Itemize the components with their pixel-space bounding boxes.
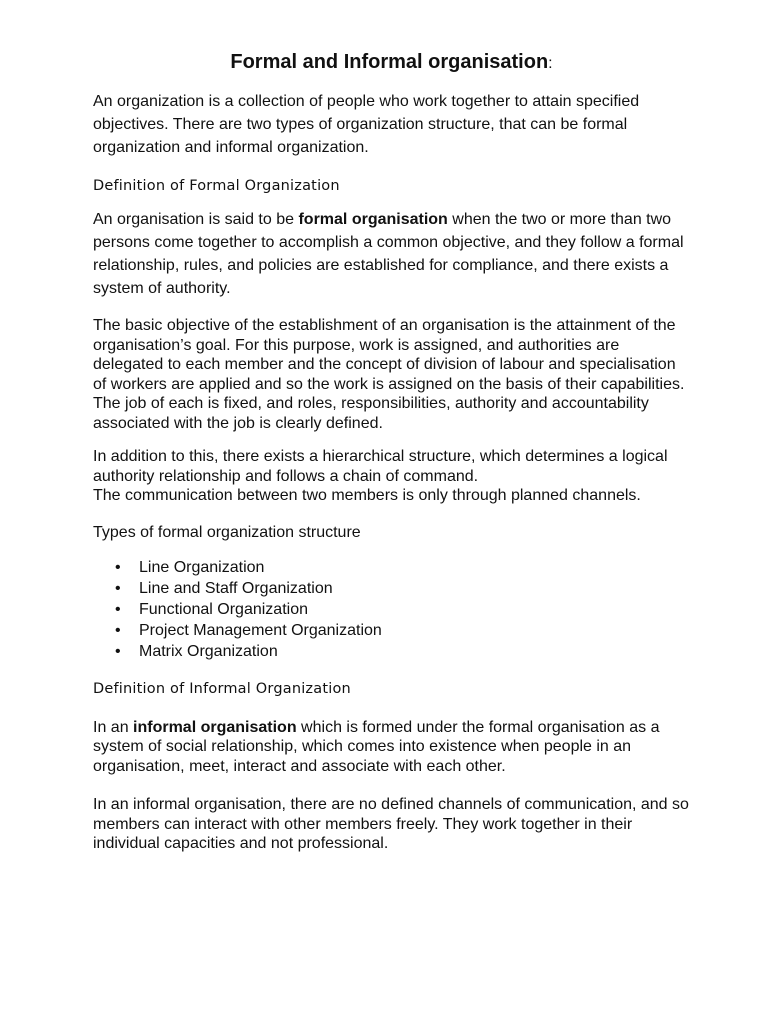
bullet-icon: • — [115, 621, 121, 639]
list-item-label: Project Management Organization — [139, 621, 382, 639]
list-item — [115, 599, 690, 620]
formal-types-list — [93, 557, 690, 662]
formal-definition-paragraph — [93, 208, 690, 300]
formal-hierarchy-line-2: The communication between two members is only through planned channels. — [93, 487, 641, 504]
bullet-icon: • — [115, 642, 121, 660]
bullet-icon: • — [115, 558, 121, 576]
informal-definition-text-start: In an — [93, 718, 134, 736]
formal-hierarchy-line-1: In addition to this, there exists a hierarchical structure, which determines a logical authority relationship and follows a chain of command. — [93, 448, 668, 485]
list-item-label: Matrix Organization — [139, 642, 278, 660]
intro-paragraph: An organization is a collection of people who work together to attain specified objectives. There are two types of organization structure, that can be formal organization and informal organization. — [93, 93, 640, 156]
formal-definition-text-start: An organisation is said to be — [93, 211, 299, 228]
formal-definition-text-end: when the two or more than two persons come together to accomplish a common objective, and they follow a formal relationship, rules, and policies are established for compliance, and there exists a system of authority. — [93, 211, 684, 297]
list-item-label: Functional Organization — [139, 600, 308, 618]
formal-types-heading: Types of formal organization structure — [93, 523, 361, 541]
list-item — [115, 557, 690, 578]
page-title-text: Formal and Informal organisation — [230, 51, 549, 73]
list-item — [115, 641, 690, 662]
bullet-icon: • — [115, 600, 121, 618]
list-item-label: Line Organization — [139, 558, 265, 576]
informal-definition-paragraph — [93, 718, 690, 777]
formal-definition-heading: Definition of Formal Organization — [93, 178, 340, 194]
formal-objective-paragraph: The basic objective of the establishment of an organisation is the attainment of the organisation’s goal. For this purpose, work is assigned, and authorities are delegated to each member and the concept of division of labour and specialisation of workers are applied and so the work is assigned on the basis of their capabilities. The job of each is fixed, and roles, responsibilities, authority and accountability associated with the job is clearly defined. — [93, 317, 685, 432]
formal-organisation-term: formal organisation — [298, 211, 448, 228]
informal-communication-paragraph: In an informal organisation, there are no defined channels of communication, and so members can interact with other members freely. They work together in their individual capacities and not professional. — [93, 796, 689, 852]
bullet-icon: • — [115, 579, 121, 597]
formal-hierarchy-paragraph — [93, 447, 690, 506]
page-title-colon: : — [548, 55, 553, 72]
informal-definition-heading: Definition of Informal Organization — [93, 680, 351, 697]
informal-definition-text-end: which is formed under the formal organisation as a system of social relationship, which comes into existence when people in an organisation, meet, interact and associate with each other. — [93, 718, 660, 775]
list-item — [115, 578, 690, 599]
informal-organisation-term: informal organisation — [133, 718, 297, 736]
list-item-label: Line and Staff Organization — [139, 579, 333, 597]
page-title — [93, 0, 690, 76]
list-item — [115, 620, 690, 641]
